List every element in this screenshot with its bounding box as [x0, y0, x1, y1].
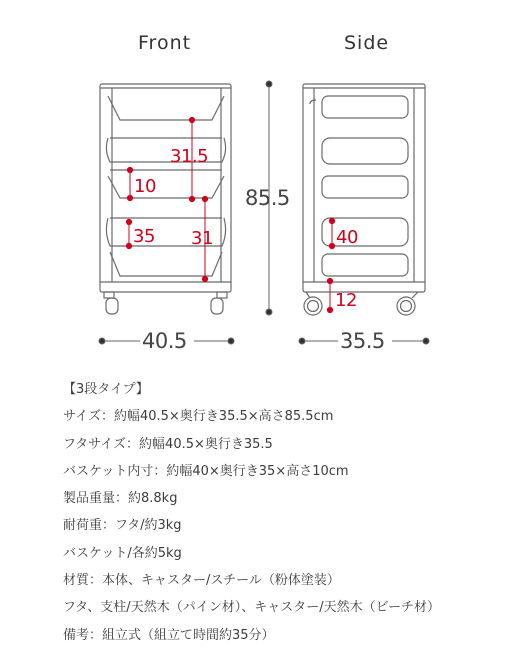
basket-gap-front-dimension-line [126, 219, 131, 248]
bottom-clearance-label: 12 [335, 290, 357, 311]
side-view-title: Side [344, 32, 390, 54]
basket-span-side-label: 40 [336, 227, 358, 248]
spec-material-body: 材質：本体、キャスター/スチール（粉体塗装） [63, 573, 340, 589]
front-cart-drawing [100, 84, 231, 314]
spec-load-lid: 耐荷重：フタ/約3kg [63, 518, 182, 534]
lower-gap-label: 31 [191, 228, 213, 249]
basket-height-front-label: 10 [134, 176, 156, 197]
spec-notes: 備考：組立式（組立て時間約35分） [63, 627, 275, 643]
bottom-clearance-dimension-line [327, 278, 332, 312]
basket-gap-front-label: 35 [133, 226, 155, 247]
front-width-label: 40.5 [142, 329, 187, 353]
top-gap-label: 31.5 [170, 146, 209, 167]
spec-lid-size: フタサイズ：約幅40.5×奥行き35.5 [63, 436, 273, 452]
spec-size: サイズ：約幅40.5×奥行き35.5×高さ85.5cm [63, 409, 334, 425]
spec-material-wood: フタ、支柱/天然木（パイン材）、キャスター/天然木（ビーチ材） [63, 600, 441, 616]
spec-basket-inner-size: バスケット内寸：約幅40×奥行き35×高さ10cm [63, 463, 349, 479]
spec-list [63, 376, 513, 649]
spec-weight: 製品重量：約8.8kg [63, 491, 178, 507]
basket-span-side-dimension-line [329, 218, 334, 248]
side-depth-label: 35.5 [340, 329, 385, 353]
spec-load-basket: バスケット/各約5kg [63, 545, 182, 561]
side-cart-drawing [303, 84, 425, 315]
height-label: 85.5 [245, 186, 290, 210]
basket-height-front-dimension-line [127, 167, 132, 200]
spec-type-heading: 【3段タイプ】 [63, 382, 149, 397]
front-view-title: Front [138, 32, 192, 54]
